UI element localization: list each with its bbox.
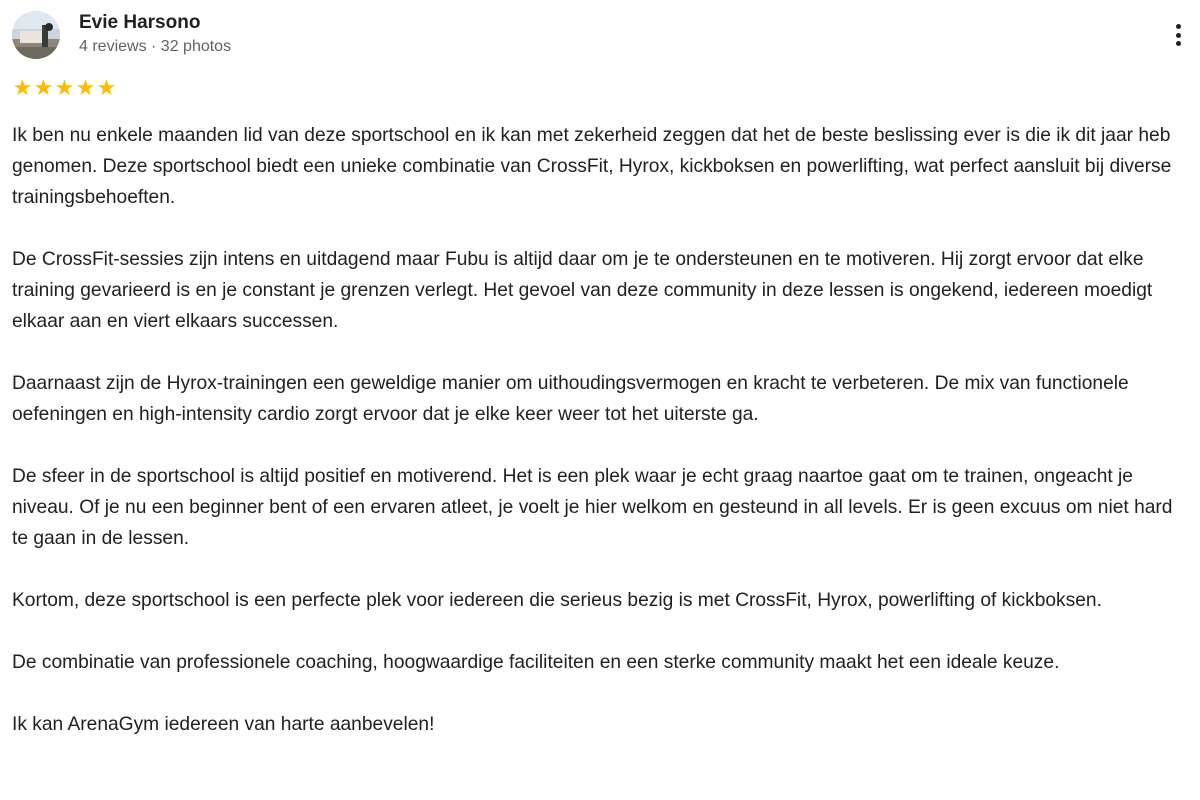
review-paragraph: Ik ben nu enkele maanden lid van deze sportschool en ik kan met zekerheid zeggen dat het de beste beslissing ever is die ik dit jaar heb genomen. Deze sportschool biedt een unieke combinatie van CrossFit, Hyrox, kickboksen en powerlifting, wat perfect aansluit bij diverse trainingsbehoeften. bbox=[12, 125, 1172, 208]
star-icon: ★ bbox=[96, 75, 117, 100]
review-paragraph: De sfeer in de sportschool is altijd positief en motiverend. Het is een plek waar je echt graag naartoe gaat om te trainen, ongeacht je niveau. Of je nu een beginner bent of een ervaren atleet, je voelt je hier welkom en gesteund in all levels. Er is geen excuus om niet hard te gaan in de lessen. bbox=[12, 466, 1173, 549]
star-icon: ★ bbox=[54, 75, 75, 100]
review-paragraph: Ik kan ArenaGym iedereen van harte aanbevelen! bbox=[12, 714, 435, 735]
star-icon: ★ bbox=[33, 75, 54, 100]
review-card bbox=[12, 8, 1188, 792]
review-paragraph: De CrossFit-sessies zijn intens en uitdagend maar Fubu is altijd daar om je te ondersteunen en te motiveren. Hij zorgt ervoor dat elke training gevarieerd is en je constant je grenzen verlegt. Het gevoel van deze community in deze lessen is ongekend, iedereen moedigt elkaar aan en viert elkaars successen. bbox=[12, 249, 1153, 332]
review-paragraph: Kortom, deze sportschool is een perfecte plek voor iedereen die serieus bezig is met CrossFit, Hyrox, powerlifting of kickboksen. bbox=[12, 590, 1102, 611]
review-header bbox=[12, 8, 1188, 64]
review-text bbox=[12, 120, 1184, 771]
review-paragraph: De combinatie van professionele coaching, hoogwaardige faciliteiten en een sterke community maakt het een ideale keuze. bbox=[12, 652, 1060, 673]
avatar-photo-icon bbox=[12, 11, 60, 59]
reviewer-meta: 4 reviews · 32 photos bbox=[79, 38, 232, 55]
star-icon: ★ bbox=[75, 75, 96, 100]
more-vert-icon[interactable] bbox=[1172, 24, 1184, 50]
star-icon: ★ bbox=[12, 75, 33, 100]
review-paragraph: Daarnaast zijn de Hyrox-trainingen een geweldige manier om uithoudingsvermogen en kracht te verbeteren. De mix van functionele oefeningen en high-intensity cardio zorgt ervoor dat je elke keer weer tot het uiterste ga. bbox=[12, 373, 1129, 425]
avatar[interactable] bbox=[12, 11, 60, 59]
star-rating bbox=[12, 77, 117, 99]
reviewer-name[interactable]: Evie Harsono bbox=[79, 12, 201, 33]
